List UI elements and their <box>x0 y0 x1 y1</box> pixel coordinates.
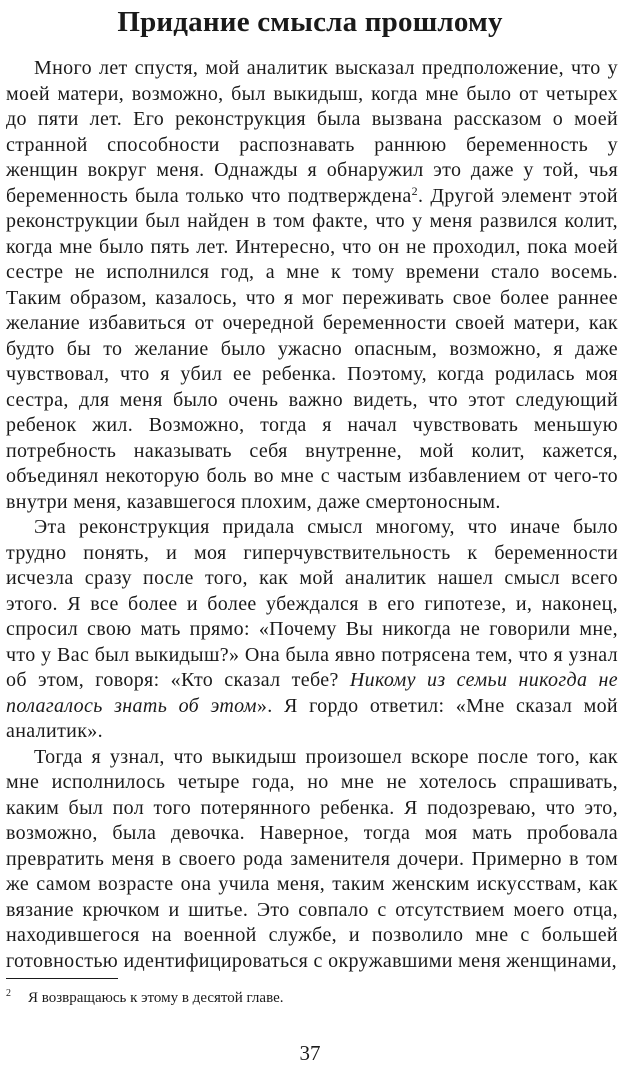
section-heading: Придание смысла прошлому <box>117 6 503 38</box>
paragraph-2-italic-quote: Никому из семьи никогда не полагалось знать об этом <box>6 669 618 717</box>
paragraph-1 <box>6 56 618 515</box>
paragraph-3-text: Тогда я узнал, что выкидыш произошел вскоре после того, как мне исполнилось четыре года, но мне не хотелось спрашивать, каким был пол того потерянного ребенка. Я подозреваю, что это, возможно, была девочка. Наверное, тогда моя мать пробовала превратить меня в своего рода заменителя дочери. Примерно в том же самом возрасте она учила меня, таким женским искусствам, как вязание крючком и шитье. Это совпало с отсутствием моего отца, находившегося на военной службе, и позволило мне с большей готовностью идентифицироваться с окружавшими меня женщинами, <box>6 745 618 972</box>
footnote-reference: 2 <box>411 183 418 198</box>
footnote-divider <box>6 978 118 979</box>
page-number: 37 <box>299 1041 321 1065</box>
paragraph-2-text: Эта реконструкция придала смысл многому, что иначе было трудно понять, и моя гиперчувствительность к беременности исчезла сразу после того, как мой аналитик нашел смысл всего этого. Я все более и более убеждался в его гипотезе, и, наконец, спросил свою мать прямо: «Почему Вы никогда не говорили мне, что у Вас был выкидыш?» Она была явно потрясена тем, что я узнал об этом, говоря: «Кто сказал тебе? <box>6 516 618 691</box>
paragraph-1-text-continued: . Другой элемент этой реконструкции был найден в том факте, что у меня развился колит, когда мне было пять лет. Интересно, что он не проходил, пока моей сестре не исполнился год, а мне к тому времени стало восемь. Таким образом, казалось, что я мог переживать свое более раннее желание избавиться от очередной беременности своей матери, как будто бы то желание было ужасно опасным, возможно, я даже чувствовал, что я убил ее ребенка. Поэтому, когда родилась моя сестра, для меня было очень важно видеть, что этот следующий ребенок жил. Возможно, тогда я начал чувствовать меньшую потребность наказывать себя внутренне, мой колит, кажется, объединял некоторую боль во мне с частым избавлением от чего-то внутри меня, казавшегося плохим, даже смертоносным. <box>6 184 618 513</box>
paragraph-3 <box>6 745 618 975</box>
footnote-text: Я возвращаюсь к этому в десятой главе. <box>28 990 284 1006</box>
footnote-marker: 2 <box>6 988 11 999</box>
footnote <box>6 988 606 1008</box>
paragraph-2-text-continued: ». Я гордо ответил: «Мне сказал мой аналитик». <box>6 694 618 742</box>
paragraph-2 <box>6 515 618 745</box>
paragraph-1-text: Много лет спустя, мой аналитик высказал предположение, что у моей матери, возможно, был выкидыш, когда мне было от четырех до пяти лет. Его реконструкция была вызвана рассказом о моей странной способности распознавать раннюю беременность у женщин вокруг меня. Однажды я обнаружил это даже у той, чья беременность была только что подтверждена <box>6 57 618 207</box>
body-text <box>6 56 618 974</box>
